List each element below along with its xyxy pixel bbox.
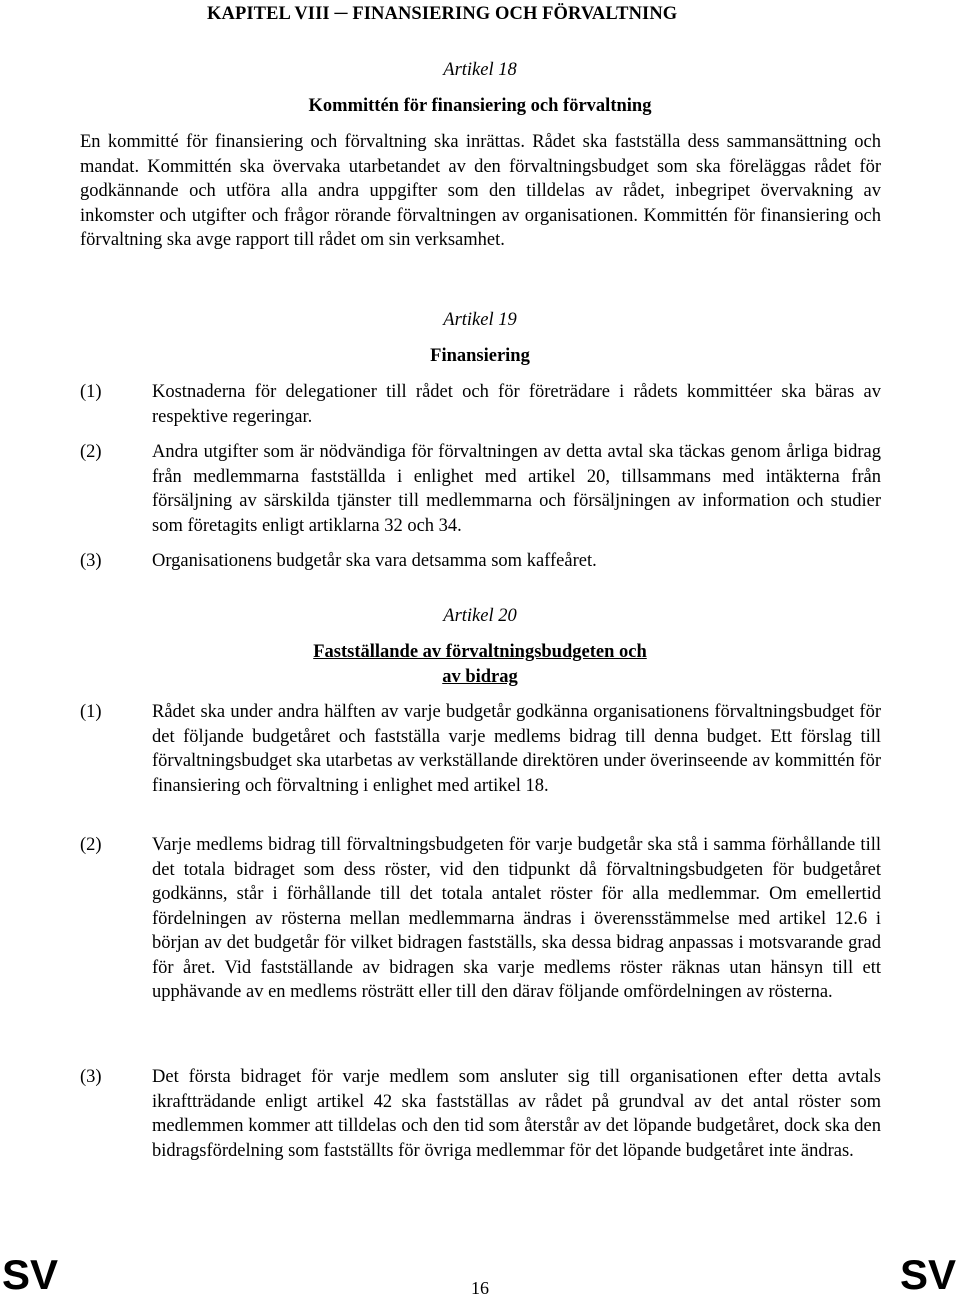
item-number: (2) [80, 835, 102, 855]
item-text: Det första bidraget för varje medlem som ansluter sig till organisationen efter detta avtals ikraftträdande enligt artikel 42 ska fastställas av rådet på grundval av det antal röster som medlemmen kommer att tilldelas och den tid som återstår av det löpande budgetåret, dock ska den bidragsfördelning som fastställts för övriga medlemmar för det löpande budgetåret inte ändras. [152, 1067, 881, 1161]
article-19-item-3 [80, 549, 881, 574]
item-text: Varje medlems bidrag till förvaltningsbudgeten för varje budgetår ska stå i samma förhållande till det totala bidraget som dess röster, vid den tidpunkt då förvaltningsbudgeten för budgetåret godkänns, står i förhållande till det totala antalet röster för alla medlemmar. Om emellertid fördelningen av rösterna mellan medlemmarna ändras i överensstämmelse med artikel 12.6 i början av det budgetår för vilket bidragen fastställs, ska dessa bidrag anpassas i motsvarande grad för året. Vid fastställande av bidragen ska varje medlems röster räknas utan hänsyn till ett upphävande av en medlems rösträtt eller till den därav följande omfördelningen av rösterna. [152, 835, 881, 1002]
article-20-item-2 [80, 833, 881, 1005]
item-text: Organisationens budgetår ska vara detsamma som kaffeåret. [152, 551, 597, 571]
item-number: (3) [80, 1067, 102, 1087]
page-number: 16 [471, 1278, 489, 1298]
footer-language-right: SV [899, 1251, 956, 1298]
article-20-title-line-2: av bidrag [442, 666, 518, 687]
item-number: (1) [80, 702, 102, 722]
article-19-item-1 [80, 380, 881, 429]
article-19-item-2 [80, 440, 881, 538]
article-20-title [200, 640, 760, 689]
article-19-number: Artikel 19 [443, 310, 517, 330]
item-text: Kostnaderna för delegationer till rådet och för företrädare i rådets kommittéer ska bäras av respektive regeringar. [152, 382, 881, 427]
footer-language-left: SV [2, 1251, 59, 1298]
article-18-title: Kommittén för finansiering och förvaltning [308, 96, 652, 116]
item-number: (3) [80, 551, 102, 571]
article-19-title: Finansiering [430, 346, 530, 366]
item-number: (1) [80, 382, 102, 402]
article-20-number: Artikel 20 [443, 606, 517, 626]
article-18-paragraph: En kommitté för finansiering och förvaltning ska inrättas. Rådet ska fastställa dess sammansättning och mandat. Kommittén ska övervaka utarbetandet av den förvaltningsbudget som ska föreläggas rådet för godkännande och utföra alla andra uppgifter som den tilldelas av rådet, inbegripet övervakning av inkomster och utgifter och frågor rörande förvaltningen av organisationen. Kommittén för finansiering och förvaltning ska avge rapport till rådet om sin verksamhet. [80, 132, 881, 250]
item-text: Andra utgifter som är nödvändiga för förvaltningen av detta avtal ska täckas genom årliga bidrag från medlemmarna fastställda i enlighet med artikel 20, tillsammans med intäkterna från försäljning av särskilda tjänster till medlemmarna och försäljningen av information och studier som företagits enligt artiklarna 32 och 34. [152, 442, 881, 536]
item-text: Rådet ska under andra hälften av varje budgetår godkänna organisationens förvaltningsbudget för det följande budgetåret och fastställa varje medlems bidrag till denna budget. Ett förslag till förvaltningsbudget ska utarbetas av verkställande direktören under överinseende av kommittén för finansiering och förvaltning i enlighet med artikel 18. [152, 702, 881, 796]
article-20-item-3 [80, 1065, 881, 1163]
article-18-number: Artikel 18 [443, 60, 517, 80]
chapter-heading: KAPITEL VIII ─ FINANSIERING OCH FÖRVALTNING [207, 4, 678, 24]
article-20-item-1 [80, 700, 881, 798]
item-number: (2) [80, 442, 102, 462]
article-20-title-line-1: Fastställande av förvaltningsbudgeten och [313, 642, 647, 662]
